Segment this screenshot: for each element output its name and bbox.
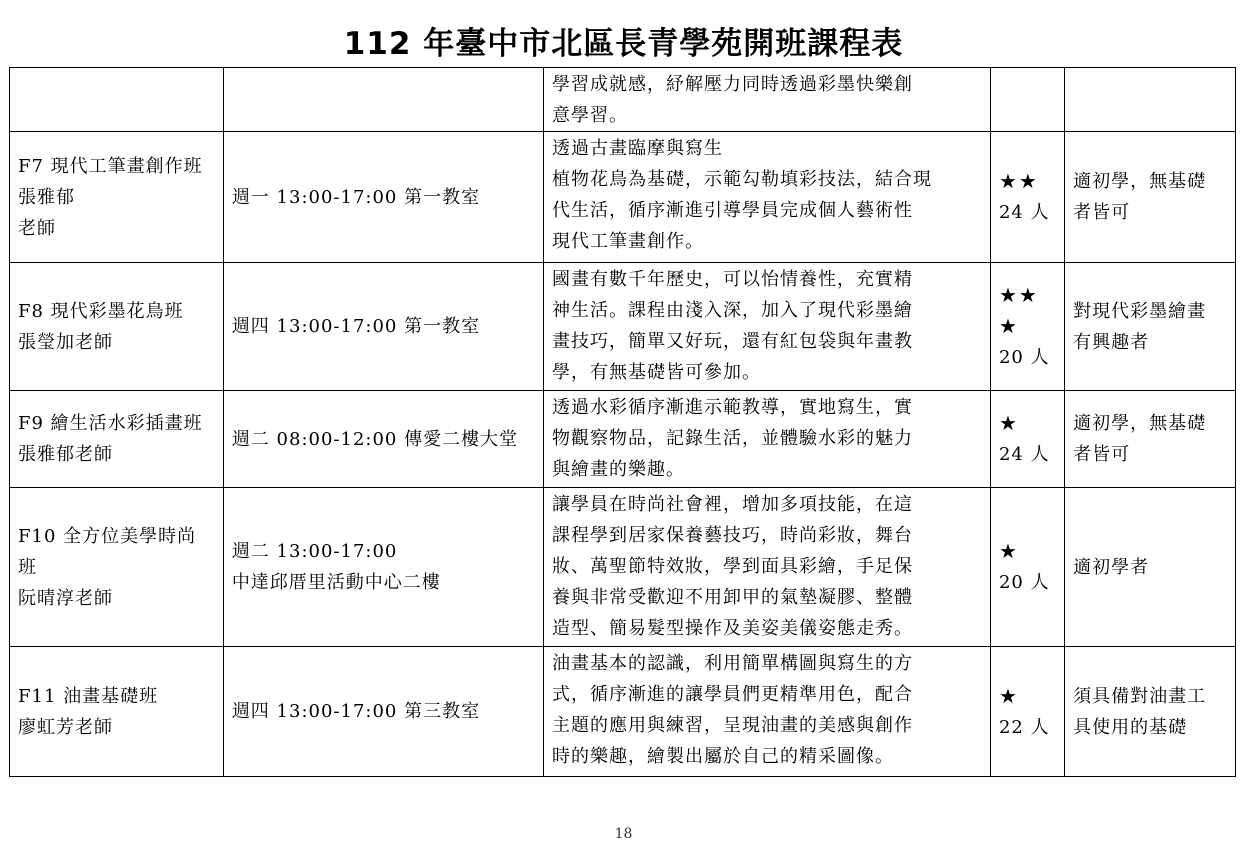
target-audience-line: 適初學，無基礎 <box>1073 413 1207 434</box>
capacity-label: 24 人 <box>998 444 1050 465</box>
capacity-label: 24 人 <box>998 202 1050 223</box>
star-rating: ★ <box>998 539 1019 563</box>
course-name-cell <box>10 263 224 391</box>
description-line: 妝、萬聖節特效妝，學到面具彩繪，手足保 <box>552 556 913 577</box>
description-line: 現代工筆畫創作。 <box>552 231 704 252</box>
target-audience-line: 有興趣者 <box>1073 331 1150 353</box>
course-name-line: 老師 <box>18 217 56 239</box>
target-audience-line: 者皆可 <box>1073 444 1131 465</box>
star-rating: ★ <box>998 411 1019 435</box>
target-audience-cell <box>1065 132 1236 263</box>
schedule-cell <box>223 263 543 391</box>
capacity-label: 22 人 <box>998 716 1050 738</box>
description-line: 主題的應用與練習，呈現油畫的美感與創作 <box>552 715 913 736</box>
description-cell <box>544 68 991 132</box>
schedule-line: 週一 13:00-17:00 第一教室 <box>231 186 481 208</box>
target-audience-line: 須具備對油畫工 <box>1073 685 1207 707</box>
target-audience-cell <box>1065 68 1236 132</box>
schedule-line: 中達邱厝里活動中心二樓 <box>231 572 441 593</box>
target-audience-line: 對現代彩墨繪畫 <box>1073 300 1207 322</box>
description-cell <box>544 488 991 647</box>
description-line: 讓學員在時尚社會裡，增加多項技能，在這 <box>552 494 913 515</box>
page-title: 112 年臺中市北區長青學苑開班課程表 <box>343 26 904 62</box>
description-line: 意學習。 <box>552 105 628 126</box>
rating-capacity-cell <box>990 263 1064 391</box>
description-cell <box>544 391 991 488</box>
target-audience-cell <box>1065 488 1236 647</box>
schedule-line: 週四 13:00-17:00 第一教室 <box>231 316 481 337</box>
target-audience-line: 者皆可 <box>1073 202 1131 223</box>
rating-capacity-cell <box>990 68 1064 132</box>
description-line: 與繪畫的樂趣。 <box>552 459 685 480</box>
course-name-line: F8 現代彩墨花鳥班 <box>18 300 184 322</box>
description-line: 國畫有數千年歷史，可以怡情養性，充實精 <box>552 269 913 290</box>
schedule-cell <box>223 488 543 647</box>
description-line: 式，循序漸進的讓學員們更精準用色，配合 <box>552 684 913 705</box>
description-line: 物觀察物品，記錄生活，並體驗水彩的魅力 <box>552 428 913 449</box>
description-line: 課程學到居家保養藝技巧，時尚彩妝，舞台 <box>552 525 913 546</box>
star-rating: ★★ <box>998 169 1039 193</box>
course-name-cell <box>10 132 224 263</box>
description-cell <box>544 132 991 263</box>
course-row <box>10 263 1236 391</box>
description-line: 養與非常受歡迎不用卸甲的氣墊凝膠、整體 <box>552 587 913 608</box>
course-name-line: 班 <box>18 556 37 578</box>
description-line: 代生活，循序漸進引導學員完成個人藝術性 <box>552 200 913 221</box>
course-name-line: 阮晴淳老師 <box>18 587 113 609</box>
schedule-cell <box>223 647 543 777</box>
rating-capacity-cell <box>990 391 1064 488</box>
course-name-line: 張瑩加老師 <box>18 331 113 353</box>
course-row <box>10 391 1236 488</box>
rating-capacity-cell <box>990 488 1064 647</box>
course-name-cell <box>10 391 224 488</box>
description-line: 時的樂趣，繪製出屬於自己的精采圖像。 <box>552 746 894 767</box>
course-name-line: 張雅郁 <box>18 186 75 208</box>
rating-capacity-cell <box>990 132 1064 263</box>
target-audience-line: 適初學者 <box>1073 556 1150 578</box>
description-line: 透過古畫臨摩與寫生 <box>552 138 723 159</box>
course-row <box>10 488 1236 647</box>
target-audience-cell <box>1065 391 1236 488</box>
course-name-cell <box>10 68 224 132</box>
target-audience-line: 適初學，無基礎 <box>1073 171 1207 192</box>
course-table <box>9 67 1236 777</box>
schedule-line: 週二 08:00-12:00 傳愛二樓大堂 <box>231 428 519 450</box>
course-name-cell <box>10 647 224 777</box>
rating-capacity-cell <box>990 647 1064 777</box>
star-rating: ★ <box>998 683 1019 708</box>
description-line: 油畫基本的認識，利用簡單構圖與寫生的方 <box>552 653 913 674</box>
description-cell <box>544 647 991 777</box>
schedule-cell <box>223 132 543 263</box>
page-number: 18 <box>614 826 633 842</box>
schedule-line: 週四 13:00-17:00 第三教室 <box>231 701 481 722</box>
description-line: 植物花鳥為基礎，示範勾勒填彩技法，結合現 <box>552 169 932 190</box>
target-audience-line: 具使用的基礎 <box>1073 716 1188 738</box>
schedule-cell <box>223 68 543 132</box>
course-row <box>10 647 1236 777</box>
capacity-label: 20 人 <box>998 347 1050 368</box>
description-line: 學習成就感，紓解壓力同時透過彩墨快樂創 <box>552 74 913 95</box>
course-name-line: 張雅郁老師 <box>18 444 113 465</box>
course-name-line: F9 繪生活水彩插畫班 <box>18 413 203 434</box>
star-rating: ★★ <box>998 283 1039 307</box>
description-line: 透過水彩循序漸進示範教導，實地寫生，實 <box>552 397 913 418</box>
target-audience-cell <box>1065 263 1236 391</box>
course-row <box>10 132 1236 263</box>
course-name-line: F11 油畫基礎班 <box>18 685 159 707</box>
course-name-line: F7 現代工筆畫創作班 <box>18 155 203 177</box>
description-line: 畫技巧，簡單又好玩，還有紅包袋與年畫教 <box>552 331 913 352</box>
capacity-label: 20 人 <box>998 572 1050 593</box>
description-line: 學，有無基礎皆可參加。 <box>552 362 761 383</box>
star-rating: ★ <box>998 314 1019 338</box>
description-line: 造型、簡易髮型操作及美姿美儀姿態走秀。 <box>552 618 913 639</box>
course-name-line: F10 全方位美學時尚 <box>18 525 197 547</box>
schedule-cell <box>223 391 543 488</box>
target-audience-cell <box>1065 647 1236 777</box>
course-table-body <box>10 68 1236 777</box>
course-name-cell <box>10 488 224 647</box>
course-row <box>10 68 1236 132</box>
schedule-line: 週二 13:00-17:00 <box>231 541 398 562</box>
description-cell <box>544 263 991 391</box>
course-name-line: 廖虹芳老師 <box>18 716 113 738</box>
description-line: 神生活。課程由淺入深，加入了現代彩墨繪 <box>552 300 913 321</box>
